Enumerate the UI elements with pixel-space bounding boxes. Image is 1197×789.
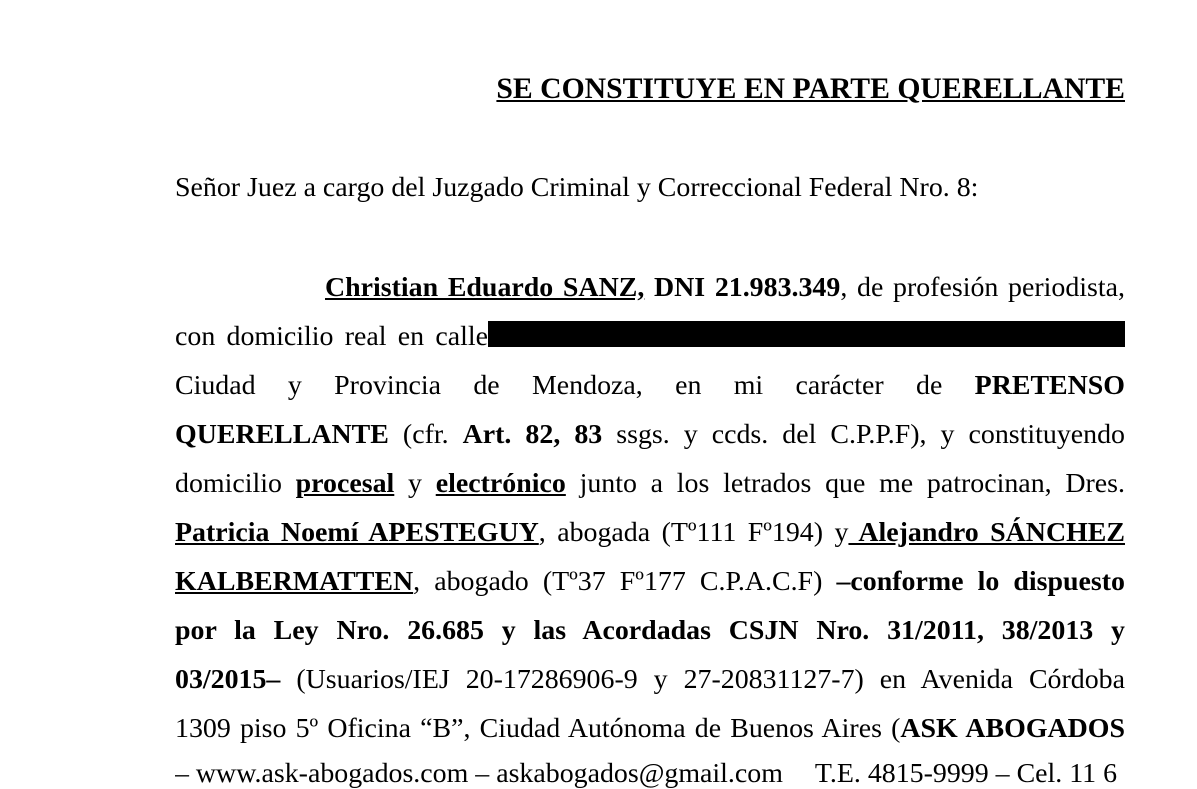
line-text: domicilio — [175, 468, 296, 499]
document-title — [175, 65, 1125, 114]
article-reference: Art. 82, 83 — [462, 419, 603, 450]
body-paragraph — [175, 263, 1125, 789]
body-line-3 — [175, 361, 1125, 410]
line-text: , abogado (Tº37 Fº177 C.P.A.C.F) — [413, 566, 837, 597]
legal-basis-text: –conforme lo dispuesto — [836, 566, 1125, 597]
domicile-type-procesal: procesal — [295, 468, 395, 499]
line-text: Ciudad y Provincia de Mendoza, en mi carácter de — [175, 370, 975, 401]
lawyer-name-2-cont: KALBERMATTEN — [175, 566, 414, 597]
contact-web-email: – www.ask-abogados.com – askabogados@gmail.com — [175, 758, 783, 789]
body-line-7 — [175, 557, 1125, 606]
line-text: (cfr. — [388, 419, 463, 450]
role-bold-text: QUERELLANTE — [175, 419, 389, 450]
body-line-6 — [175, 508, 1125, 557]
body-line-1 — [175, 263, 1125, 312]
body-line-4 — [175, 410, 1125, 459]
line-text: , de profesión periodista, — [840, 272, 1125, 303]
line-text: con domicilio real en calle — [175, 321, 488, 352]
party-name: Christian Eduardo SANZ, — [325, 272, 645, 303]
party-dni: DNI 21.983.349 — [644, 272, 841, 303]
line-text: , abogada (Tº111 Fº194) y — [538, 517, 849, 548]
contact-phones: T.E. 4815-9999 – Cel. 11 6 — [814, 758, 1118, 789]
body-line-10 — [175, 704, 1125, 753]
body-line-11 — [175, 753, 1125, 789]
domicile-type-electronico: electrónico — [435, 468, 566, 499]
lawyer-name-2: Alejandro SÁNCHEZ — [848, 517, 1125, 548]
line-text: junto a los letrados que me patrocinan, Dres. — [565, 468, 1125, 499]
role-bold-text: PRETENSO — [974, 370, 1125, 401]
redaction-bar — [488, 321, 1125, 347]
body-line-8 — [175, 606, 1125, 655]
legal-basis-text: 03/2015– — [175, 664, 281, 695]
line-text: ssgs. y ccds. del C.P.P.F), y constituyendo — [602, 419, 1125, 450]
lawyer-name-1: Patricia Noemí APESTEGUY — [175, 517, 539, 548]
line-text: y — [394, 468, 436, 499]
body-line-9 — [175, 655, 1125, 704]
body-line-5 — [175, 459, 1125, 508]
body-line-2 — [175, 312, 1125, 361]
firm-name: ASK ABOGADOS — [900, 713, 1125, 744]
line-text: 1309 piso 5º Oficina “B”, Ciudad Autónoma de Buenos Aires ( — [175, 713, 901, 744]
document-title-text: SE CONSTITUYE EN PARTE QUERELLANTE — [496, 73, 1125, 105]
legal-basis-text: por la Ley Nro. 26.685 y las Acordadas CSJN Nro. 31/2011, 38/2013 y — [175, 615, 1125, 646]
line-text: (Usuarios/IEJ 20-17286906-9 y 27-20831127-7) en Avenida Córdoba — [280, 664, 1125, 695]
salutation: Señor Juez a cargo del Juzgado Criminal y Correccional Federal Nro. 8: — [175, 172, 979, 203]
